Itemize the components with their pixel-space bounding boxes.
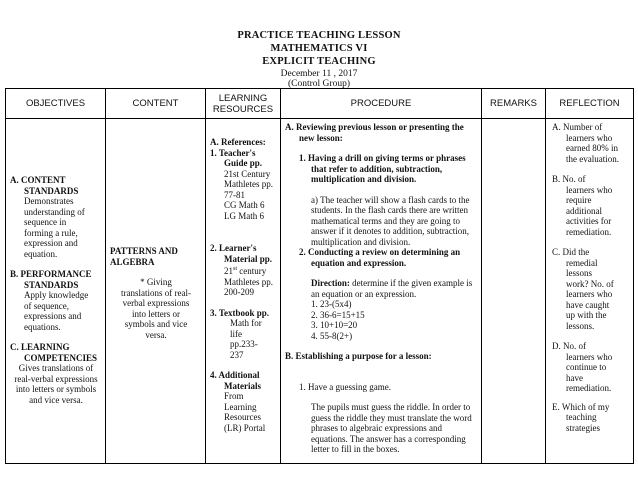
teachers-guide-text: 21st Century Mathletes pp. 77-81 CG Math 6 LG Math 6 [224, 168, 273, 221]
textbook-text: Math for life pp.233- 237 [230, 318, 262, 360]
lesson-group: (Control Group) [287, 79, 350, 89]
procedure-riddle-text: The pupils must guess the riddle. In order to guess the riddle they must translate the word phrases to algebraic expressions and equations. The answer has a corresponding letter to fill in the boxes. [311, 402, 472, 454]
learning-resources-cell: A. References: 1. Teacher's Guide pp. 21st Century Mathletes pp. 77-81 CG Math 6 LG Math 6 2. Learner's Material pp. 21st century Mathletes pp. 200-209 3. Textbook pp. Math for life pp.233- 237 4. Additional Materials From Learning Resources (LR) Portal [206, 119, 281, 464]
column-header-procedure: PROCEDURE [281, 89, 482, 119]
table-body-row [6, 119, 634, 464]
content-text: * Giving translations of real- verbal expressions into letters or symbols and vice versa. [121, 277, 191, 340]
objective-a-title: A. CONTENT [10, 175, 66, 185]
procedure-cell: A. Reviewing previous lesson or presenting the new lesson: 1. Having a drill on giving terms or phrases that refer to addition, subtraction, multiplication and division. a) The teacher will show a flash cards to the students. In the flash cards there are written mathematical terms and they are going to answer if it denotes to addition, subtraction, multiplication and division. 2. Conducting a review on determining an equation and expression. Direction: determine if the given example is an equation or an expression. 1. 23-(5x4) 2. 36-6=15+15 3. 10+10=20 4. 55-8(2+) B. Establishing a purpose for a lesson: 1. Have a guessing game. The pupils must guess the riddle. In order to guess the riddle they must translate the word phrases to algebraic expressions and equations. The answer has a corresponding letter to fill in the boxes. [281, 119, 482, 464]
procedure-direction: Direction: determine if the given example is an equation or an expression. 1. 23-(5x4) 2. 36-6=15+15 3. 10+10=20 4. 55-8(2+) [311, 278, 473, 341]
reflection-e: E. Which of my teaching strategies [552, 401, 610, 433]
table-header-row [6, 89, 634, 119]
lesson-plan-table [5, 88, 634, 464]
lesson-approach: EXPLICIT TEACHING [262, 56, 376, 67]
teachers-guide-title: 1. Teacher's [210, 147, 256, 158]
procedure-a-title: A. Reviewing previous lesson or presenting the [285, 122, 464, 132]
procedure-step-1: 1. Having a drill on giving terms or phrases that refer to addition, subtraction, multiplication and division. [299, 153, 466, 184]
column-header-content: CONTENT [106, 89, 206, 119]
column-header-learning-resources: LEARNING RESOURCES [206, 89, 281, 119]
column-header-remarks: REMARKS [482, 89, 546, 119]
reflection-d: D. No. of learners who continue to have remediation. [552, 341, 613, 393]
column-header-objectives: OBJECTIVES [6, 89, 106, 119]
objective-a-text: Demonstrates understanding of sequence in forming a rule, expression and equation. [24, 196, 85, 259]
textbook-title: 3. Textbook pp. [210, 307, 270, 318]
objective-c-title: C. LEARNING [10, 342, 70, 352]
column-header-reflection: REFLECTION [546, 89, 634, 119]
content-cell: PATTERNS AND ALGEBRA * Giving translations of real- verbal expressions into letters or symbols and vice versa. [106, 119, 206, 464]
reflection-cell [546, 119, 634, 464]
objective-b-text: Apply knowledge of sequence, expressions and equations. [24, 290, 89, 332]
objective-c-text: Gives translations of real-verbal expressions into letters or symbols and vice versa. [14, 363, 98, 405]
procedure-b-title: B. Establishing a purpose for a lesson: [285, 351, 432, 361]
lesson-subject: MATHEMATICS VI [270, 43, 368, 54]
additional-materials-text: From Learning Resources (LR) Portal [224, 391, 266, 433]
objectives-cell: A. CONTENT STANDARDS Demonstrates understanding of sequence in forming a rule, expression and equation. B. PERFORMANCE STANDARDS Apply knowledge of sequence, expressions and equations. C. LEARNING COMPETENCIES Gives translations of real-verbal expressions into letters or symbols and vice versa. [6, 119, 106, 464]
remarks-cell [482, 119, 546, 464]
lesson-date: December 11 , 2017 [280, 69, 358, 79]
additional-materials-title: 4. Additional [210, 370, 260, 380]
procedure-step-2: 2. Conducting a review on determining an equation and expression. [299, 247, 461, 268]
lesson-title: PRACTICE TEACHING LESSON [237, 30, 401, 41]
learners-material-text: 21st century Mathletes pp. 200-209 [224, 266, 273, 297]
reflection-b: B. No. of learners who require additional activities for remediation. [552, 174, 613, 237]
objective-b-title: B. PERFORMANCE [10, 269, 92, 279]
content-title: PATTERNS AND [110, 246, 178, 256]
learners-material-title: 2. Learner's [210, 243, 257, 253]
reflection-a: A. Number of learners who earned 80% in the evaluation. [552, 122, 619, 164]
references-title: A. References: [210, 137, 266, 147]
reflection-c: C. Did the remedial lessons work? No. of learners who have caught up with the lessons. [552, 247, 614, 331]
procedure-flash-cards-text: a) The teacher will show a flash cards to the students. In the flash cards there are written mathematical terms and they are going to answer if it denotes to addition, subtraction, multiplication and division. [311, 194, 470, 247]
procedure-guessing-game: 1. Have a guessing game. [299, 381, 391, 392]
